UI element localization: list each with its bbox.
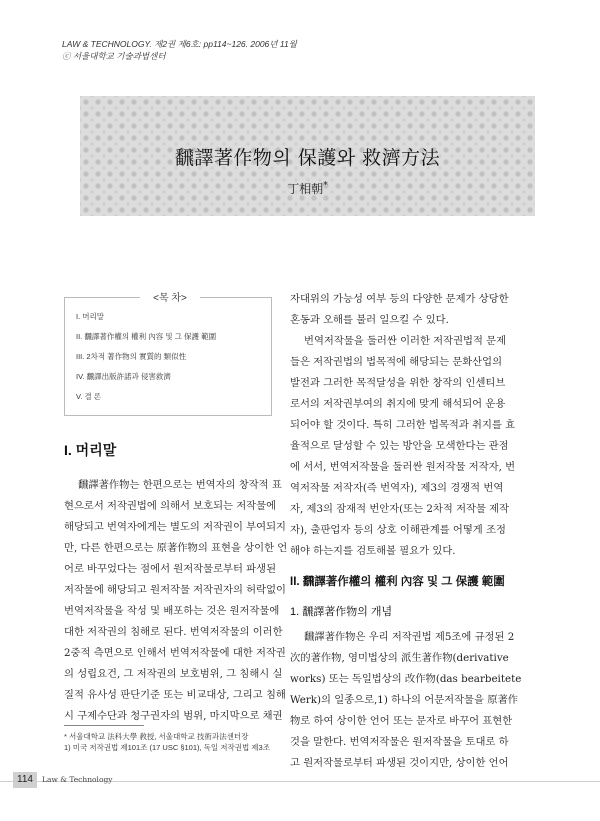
footnote-author: * 서울대학교 法科大學 敎授, 서울대학교 技術과法센터장	[64, 732, 249, 741]
body-line: 자, 제3의 잠재적 번안자(또는 2차적 저작물 제작	[290, 503, 510, 515]
footnote-rule	[64, 725, 144, 726]
section-heading-rights: II. 飜譯著作權의 權利 內容 및 그 保護 範圍	[290, 576, 505, 588]
footnote-1: 1) 미국 저작권법 제101조 (17 USC §101), 독일 저작권법 제3조	[64, 743, 270, 752]
toc-item: IV. 飜譯出版許諾과 侵害救濟	[76, 372, 171, 381]
author-line	[80, 180, 535, 197]
body-line: works) 또는 독일법상의 改作物(das bearbeitete	[290, 673, 522, 685]
body-line: 의 성립요건, 그 저작권의 보호범위, 그 침해시 실	[64, 668, 283, 680]
body-line: Werk)의 일종으로,1) 하나의 어문저작물을 原著作	[290, 694, 519, 706]
body-line: 고 원저작물로부터 파생된 것이지만, 상이한 언어	[290, 757, 509, 769]
toc-item: V. 결 론	[76, 392, 102, 401]
publisher-line: ⓒ 서울대학교 기술과법센터	[62, 51, 166, 61]
body-line: 대한 저작권의 침해로 된다. 번역저작물의 이러한	[64, 626, 283, 638]
body-line: 어로 바꾸었다는 점에서 원저작물로부터 파생된	[64, 563, 277, 575]
body-line: 次的著作物, 영미법상의 派生著作物(derivative	[290, 652, 509, 664]
body-line: 현으로서 저작권법에 의해서 보호되는 저작물에	[64, 500, 277, 512]
page-number: 114	[13, 772, 37, 788]
toc-heading: <목 차>	[140, 289, 200, 304]
body-line: 해당되고 번역자에게는 별도의 저작권이 부여되지	[64, 521, 286, 533]
journal-name: Law & Technology	[42, 775, 113, 784]
subsection-heading-concept: 1. 飜譯著作物의 개념	[290, 606, 393, 618]
body-line: 에 서서, 번역저작물을 둘러싼 원저작물 저작자, 번	[290, 461, 516, 473]
body-line: 번역저작물을 둘러싼 이러한 저작권법적 문제	[304, 335, 507, 347]
body-line: 되어야 할 것이다. 특히 그러한 법목적과 취지를 효	[290, 419, 516, 431]
toc-item: II. 飜譯著作權의 權利 內容 및 그 保護 範圍	[76, 332, 217, 341]
body-line: 것을 말한다. 번역저작물은 원저작물을 토대로 하	[290, 736, 509, 748]
body-line: 飜譯著作物은 우리 저작권법 제5조에 규정된 2	[304, 631, 515, 643]
body-line: 2중적 측면으로 인해서 번역저작물에 대한 저작권	[64, 647, 286, 659]
article-title: 飜譯著作物의 保護와 救濟方法	[174, 147, 441, 169]
body-line: 자), 출판업자 등의 상호 이해관계를 어떻게 조정	[290, 524, 506, 536]
body-line: 飜譯著作物는 한편으로는 번역자의 창작적 표	[78, 479, 282, 491]
author-footnote-mark: *	[323, 181, 328, 191]
body-line: 질적 유사성 판단기준 또는 비교대상, 그리고 침해	[64, 689, 286, 701]
body-line: 자대위의 가능성 여부 등의 다양한 문제가 상당한	[290, 293, 509, 305]
author-name: 丁相朝	[287, 182, 324, 196]
body-line: 시 구제수단과 청구권자의 범위, 마지막으로 채권	[64, 710, 283, 722]
toc-item: I. 머리말	[76, 312, 104, 321]
body-line: 物로 하여 상이한 언어 또는 문자로 바꾸어 표현한	[290, 715, 513, 727]
body-line: 번역저작물을 작성 및 배포하는 것은 원저작물에	[64, 605, 280, 617]
running-header	[62, 38, 502, 62]
citation-line: LAW & TECHNOLOGY. 제2권 제6호: pp114~126. 2006년 11월	[62, 39, 297, 49]
body-line: 만, 다른 한편으로는 原著作物의 표현을 상이한 언	[64, 542, 288, 554]
body-line: 해야 하는지를 검토해볼 필요가 있다.	[290, 545, 456, 557]
body-line: 로서의 저작권부여의 취지에 맞게 해석되어 운용	[290, 398, 506, 410]
body-line: 혼동과 오해를 불러 일으킬 수 있다.	[290, 314, 449, 326]
body-line: 율적으로 달성할 수 있는 방안을 모색한다는 관점	[290, 440, 509, 452]
section-heading-intro: I. 머리말	[64, 442, 117, 458]
body-line: 발전과 그러한 목적달성을 위한 창작의 인센티브	[290, 377, 506, 389]
toc-item: III. 2차적 著作物의 實質的 類似性	[76, 352, 187, 361]
body-line: 들은 저작권법의 법목적에 해당되는 문화산업의	[290, 356, 503, 368]
body-line: 저작물에 해당되고 원저작물 저작권자의 허락없이	[64, 584, 286, 596]
body-line: 역저작물 저작자(즉 번역자), 제3의 경쟁적 번역	[290, 482, 504, 494]
